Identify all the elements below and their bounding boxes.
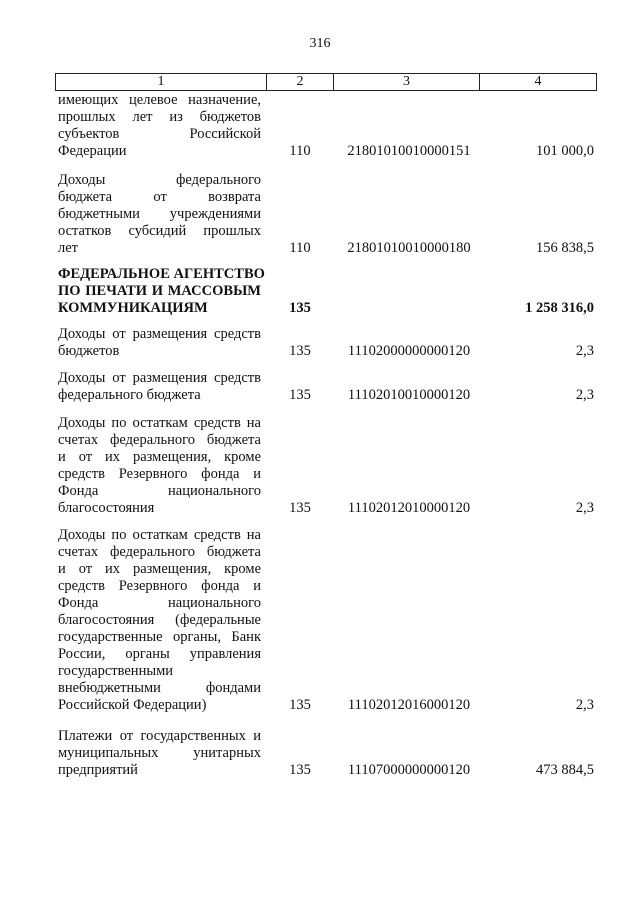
row-kbk: 11102012016000120 [347,697,471,713]
row-kbk: 11102012010000120 [347,500,471,516]
header-col-4: 4 [534,74,542,89]
row-amount: 156 838,5 [536,240,594,256]
description-line: счетах федерального бюджета [58,544,261,560]
description-line: имеющих целевое назначение, [58,92,261,108]
row-kbk: 21801010010000180 [347,240,471,256]
description-line: России, органы управления [58,646,261,662]
description-line: прошлых лет из бюджетов [58,109,261,125]
description-line: ФЕДЕРАЛЬНОЕ АГЕНТСТВО [58,266,265,282]
row-kbk: 11102000000000120 [347,343,471,359]
row-kbk: 11107000000000120 [347,762,471,778]
description-line: средств Резервного фонда и [58,466,261,482]
row-code: 135 [289,343,311,359]
row-code: 110 [289,240,311,256]
row-code: 135 [289,762,311,778]
description-line: средств Резервного фонда и [58,578,261,594]
description-line: лет [58,240,79,256]
description-line: Фонда национального [58,483,261,499]
description-line: субъектов Российской [58,126,261,142]
row-description [58,92,261,160]
row-code: 110 [289,143,311,159]
row-description [58,728,261,779]
description-line: Федерации [58,143,127,159]
description-line: бюджета от возврата [58,189,261,205]
row-code: 135 [289,500,311,516]
description-line: благосостояния (федеральные [58,612,261,628]
header-col-3: 3 [334,74,480,90]
row-code: 135 [289,300,311,316]
description-line: благосостояния [58,500,155,516]
row-description [58,527,261,714]
header-col-2: 2 [267,74,334,90]
row-kbk: 11102010010000120 [347,387,471,403]
description-line: Доходы федерального [58,172,261,188]
description-line: и от их размещения, кроме [58,561,261,577]
description-line: Доходы от размещения средств [58,370,261,386]
row-code: 135 [289,697,311,713]
description-line: муниципальных унитарных [58,745,261,761]
row-amount: 473 884,5 [536,762,594,778]
row-amount: 2,3 [575,387,594,403]
row-amount: 1 258 316,0 [525,300,594,316]
row-description [58,172,261,257]
description-line: счетах федерального бюджета [58,432,261,448]
description-line: Доходы по остаткам средств на [58,415,261,431]
description-line: Доходы по остаткам средств на [58,527,261,543]
row-amount: 2,3 [575,697,594,713]
description-line: ПО ПЕЧАТИ И МАССОВЫМ [58,283,261,299]
description-line: государственными [58,663,174,679]
header-col-1: 1 [56,74,267,90]
row-code: 135 [289,387,311,403]
description-line: федерального бюджета [58,387,201,403]
row-description [58,266,265,317]
description-line: бюджетов [58,343,120,359]
row-description [58,326,261,360]
description-line: Платежи от государственных и [58,728,261,744]
row-description [58,415,261,517]
description-line: внебюджетными фондами [58,680,261,696]
description-line: бюджетными учреждениями [58,206,261,222]
description-line: предприятий [58,762,138,778]
description-line: Фонда национального [58,595,261,611]
description-line: и от их размещения, кроме [58,449,261,465]
row-amount: 2,3 [575,500,594,516]
row-amount: 2,3 [575,343,594,359]
description-line: КОММУНИКАЦИЯМ [58,300,208,316]
description-line: Доходы от размещения средств [58,326,261,342]
row-amount: 101 000,0 [536,143,594,159]
table-header [55,73,597,91]
description-line: Российской Федерации) [58,697,207,713]
row-kbk: 21801010010000151 [347,143,471,159]
description-line: остатков субсидий прошлых [58,223,261,239]
row-description [58,370,261,404]
description-line: государственные органы, Банк [58,629,261,645]
page-number: 316 [309,36,331,51]
